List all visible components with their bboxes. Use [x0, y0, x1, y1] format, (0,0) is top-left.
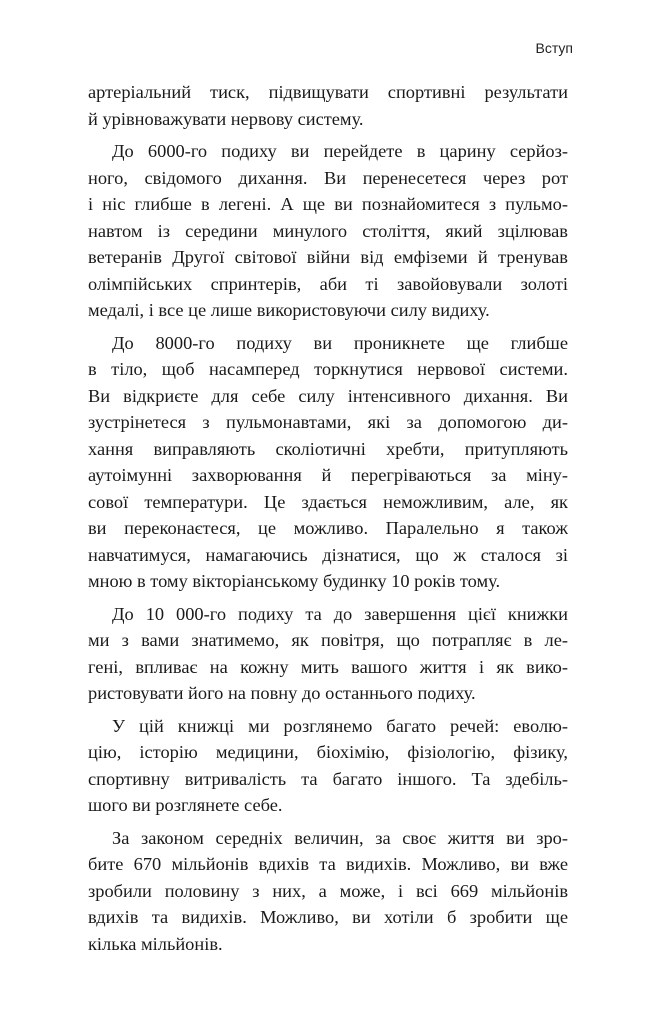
text-line: гені, впливає на кожну мить вашого життя і як вико- — [88, 656, 568, 677]
text-line: У цій книжці ми розглянемо багато речей: еволю- — [112, 715, 568, 736]
text-line: навчатимуся, намагаючись дізнатися, що ж сталося зі — [88, 544, 568, 565]
text-line: олімпійських спринтерів, аби ті завойовували золоті — [88, 273, 568, 294]
text-line: аутоімунні захворювання й перегріваються за міну- — [88, 465, 568, 485]
text-line: Ви відкриєте для себе силу інтенсивного дихання. Ви — [88, 385, 568, 406]
paragraph — [88, 713, 568, 819]
text-line: мною в тому вікторіанському будинку 10 років тому. — [88, 571, 501, 591]
text-line: За законом середніх величин, за своє життя ви зро- — [112, 827, 568, 848]
body-text — [88, 79, 568, 963]
text-line: й урівноважувати нервову систему. — [88, 108, 364, 129]
paragraph — [88, 601, 568, 707]
paragraph — [88, 825, 568, 958]
text-line: і ніс глибше в легені. А ще ви познайомитеся з пульмо- — [88, 194, 568, 214]
text-line: ви переконаєтеся, це можливо. Паралельно я також — [88, 518, 568, 538]
text-line: бите 670 мільйонів вдихів та видихів. Можливо, ви вже — [88, 854, 568, 874]
text-line: кілька мільйонів. — [88, 933, 223, 954]
text-line: зробили половину з них, а може, і всі 669 мільйонів — [88, 880, 568, 901]
text-line: цію, історію медицини, біохімію, фізіологію, фізику, — [88, 742, 568, 762]
paragraph — [88, 330, 568, 595]
text-line: ного, свідомого дихання. Ви перенесетеся через рот — [88, 167, 568, 188]
text-line: сової температури. Це здається неможливим, але, як — [88, 491, 568, 512]
text-line: спортивну витривалість та багато іншого. Та здебіль- — [88, 768, 568, 789]
paragraph — [88, 138, 568, 324]
text-line: навтом із середини минулого століття, який зцілював — [88, 220, 568, 241]
text-line: ми з вами знатимемо, як повітря, що потрапляє в ле- — [88, 630, 568, 650]
text-line: ветеранів Другої світової війни від емфіземи й тренував — [88, 247, 568, 267]
text-line: артеріальний тиск, підвищувати спортивні результати — [88, 82, 568, 102]
text-line: зустрінетеся з пульмонавтами, які за допомогою ди- — [88, 412, 568, 432]
text-line: в тіло, щоб насамперед торкнутися нервової системи. — [88, 359, 568, 379]
text-line: До 8000-го подиху ви проникнете ще глибше — [112, 332, 568, 353]
text-line: вдихів та видихів. Можливо, ви хотіли б зробити ще — [88, 907, 568, 927]
paragraph — [88, 79, 568, 132]
text-line: До 10 000-го подиху та до завершення цієї книжки — [112, 603, 568, 624]
text-line: медалі, і все це лише використовуючи силу видиху. — [88, 300, 490, 320]
text-line: шого ви розглянете себе. — [88, 795, 283, 815]
running-head: Вступ — [535, 40, 573, 56]
text-line: До 6000-го подиху ви перейдете в царину серйоз- — [112, 141, 568, 161]
text-line: хання виправляють сколіотичні хребти, притупляють — [88, 438, 568, 459]
text-line: ристовувати його на повну до останнього подиху. — [88, 683, 476, 703]
